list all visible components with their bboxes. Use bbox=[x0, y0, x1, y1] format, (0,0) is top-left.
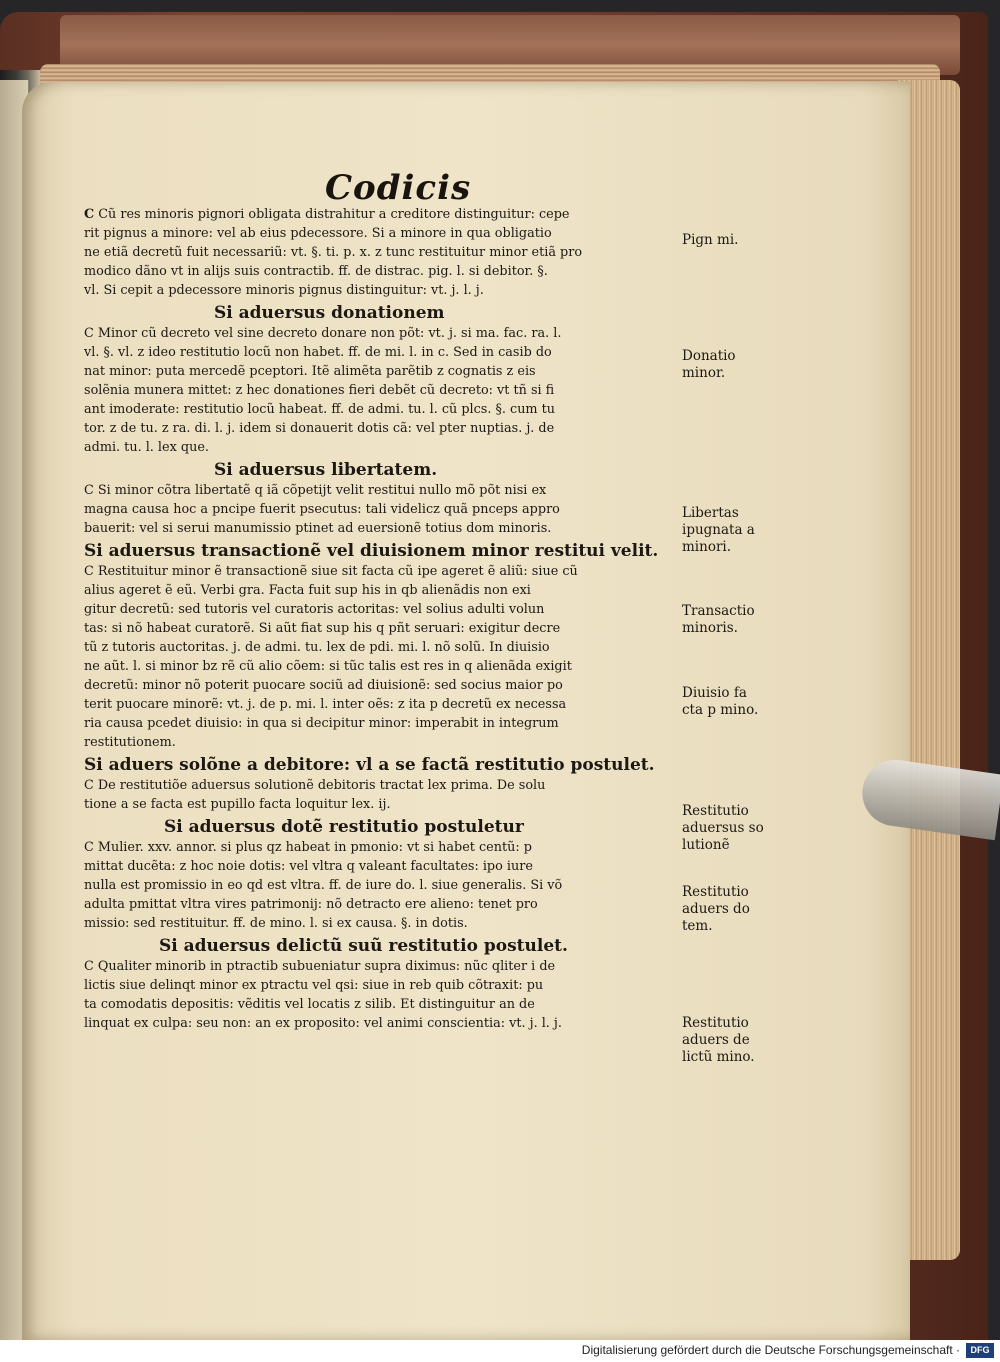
margin-note-line: tem. bbox=[682, 918, 713, 934]
section-heading: Si aduersus donationem bbox=[214, 303, 445, 323]
text-line: tor. z de tu. z ra. di. l. j. idem si donauerit dotis cã: vel pter nuptias. j. de bbox=[84, 421, 555, 436]
text-line: ta comodatis depositis: vẽditis vel locatis z silib. Et distinguitur an de bbox=[84, 997, 535, 1012]
section-paragraph bbox=[84, 957, 686, 1033]
section-paragraph bbox=[84, 562, 686, 752]
text-line: ria causa pcedet diuisio: in qua si decipitur minor: imperabit in integrum bbox=[84, 716, 559, 731]
text-line: decretũ: minor nõ poterit puocare sociũ ad diuisionẽ: sed socius maior po bbox=[84, 678, 563, 693]
margin-note-line: Donatio bbox=[682, 348, 736, 364]
margin-note-line: aduers de bbox=[682, 1032, 750, 1048]
text-line: modico dãno vt in alijs suis contractib. ff. de distrac. pig. l. si debitor. §. bbox=[84, 264, 548, 279]
margin-note-line: Transactio bbox=[682, 603, 755, 619]
margin-note-line: aduers do bbox=[682, 901, 750, 917]
text-line: vl. §. vl. z ideo restitutio locũ non habet. ff. de mi. l. in c. Sed in casib do bbox=[84, 345, 552, 360]
text-line: rit pignus a minore: vel ab eius pdecessore. Si a minore in qua obligatio bbox=[84, 226, 552, 241]
section-paragraph bbox=[84, 481, 686, 538]
section-paragraph bbox=[84, 776, 686, 814]
text-line: lictis siue delinqt minor ex ptractu vel qsi: siue in reb quib cõtraxit: pu bbox=[84, 978, 544, 993]
text-line: nulla est promissio in eo qd est vltra. ff. de iure do. l. siue generalis. Si võ bbox=[84, 878, 563, 893]
margin-note-line: Restitutio bbox=[682, 884, 749, 900]
section-heading: Si aduersus dotẽ restitutio postuletur bbox=[164, 817, 524, 837]
text-line: adulta pmittat vltra vires patrimonij: nõ detracto ere alieno: tenet pro bbox=[84, 897, 538, 912]
section-heading: Si aduersus delictũ suũ restitutio postulet. bbox=[159, 936, 568, 956]
dfg-logo: DFG bbox=[966, 1343, 994, 1358]
margin-note bbox=[682, 685, 792, 719]
text-line: tũ z tutoris auctoritas. j. de admi. tu. lex de pdi. mi. l. nõ solũ. In diuisio bbox=[84, 640, 550, 655]
margin-note-line: lictũ mino. bbox=[682, 1049, 755, 1065]
text-line: C De restitutiõe aduersus solutionẽ debitoris tractat lex prima. De solu bbox=[84, 778, 546, 793]
text-line: alius ageret ẽ eũ. Verbi gra. Facta fuit sup his in qb alienãdis non exi bbox=[84, 583, 531, 598]
section-heading: Si aduersus transactionẽ vel diuisionem minor restitui velit. bbox=[84, 541, 659, 561]
text-line: mittat ducẽta: z hoc noie dotis: vel vltra q valeant facultates: ipo iure bbox=[84, 859, 533, 874]
margin-note bbox=[682, 1015, 792, 1066]
text-line: gitur decretũ: sed tutoris vel curatoris actoritas: vel solius adulti volun bbox=[84, 602, 545, 617]
margin-note-line: minori. bbox=[682, 539, 732, 555]
section-heading: Si aduersus libertatem. bbox=[214, 460, 438, 480]
margin-note bbox=[682, 803, 792, 854]
section-paragraph bbox=[84, 205, 686, 300]
margin-note-line: aduersus so bbox=[682, 820, 764, 836]
text-line: ne etiã decretũ fuit necessariũ: vt. §. ti. p. x. z tunc restituitur minor etiã pro bbox=[84, 245, 583, 260]
text-line: bauerit: vel si serui manumissio ptinet ad euersionẽ totius dom minoris. bbox=[84, 521, 552, 536]
text-line: terit puocare minorẽ: vt. j. de p. mi. l. inter oẽs: z ita p decretũ ex necessa bbox=[84, 697, 567, 712]
text-line: ant imoderate: restitutio locũ habeat. ff. de admi. tu. l. cũ plcs. §. cum tu bbox=[84, 402, 556, 417]
margin-note bbox=[682, 505, 792, 556]
text-line: linquat ex culpa: seu non: an ex proposito: vel animi conscientia: vt. j. l. j. bbox=[84, 1016, 562, 1031]
margin-note-line: minoris. bbox=[682, 620, 738, 636]
margin-note-line: Pign mi. bbox=[682, 232, 739, 248]
text-line: vl. Si cepit a pdecessore minoris pignus distinguitur: vt. j. l. j. bbox=[84, 283, 484, 298]
footer-bar bbox=[0, 1340, 1000, 1362]
margin-note bbox=[682, 884, 792, 935]
margin-note-line: Libertas bbox=[682, 505, 739, 521]
margin-note-line: minor. bbox=[682, 365, 726, 381]
text-line: C Si minor cõtra libertatẽ q iã cõpetijt velit restitui nullo mõ põt nisi ex bbox=[84, 483, 547, 498]
margin-note bbox=[682, 603, 792, 637]
text-line: nat minor: puta mercedẽ pceptori. Itẽ alimẽta parẽtib z cognatis z eis bbox=[84, 364, 536, 379]
body-text bbox=[84, 205, 686, 1033]
footer-credit: Digitalisierung gefördert durch die Deutsche Forschungsgemeinschaft · bbox=[581, 1343, 960, 1357]
text-line: C Restituitur minor ẽ transactionẽ siue sit facta cũ ipe ageret ẽ aliũ: siue cũ bbox=[84, 564, 578, 579]
margin-note-line: Restitutio bbox=[682, 803, 749, 819]
margin-note bbox=[682, 348, 792, 382]
margin-note-line: Restitutio bbox=[682, 1015, 749, 1031]
section-paragraph bbox=[84, 838, 686, 933]
text-line: tas: si nõ habeat curatorẽ. Si aũt fiat sup his q pñt seruari: exigitur decre bbox=[84, 621, 561, 636]
text-line: solẽnia munera mittet: z hec donationes fieri debẽt cũ decreto: vt tñ si fi bbox=[84, 383, 555, 398]
margin-note bbox=[682, 232, 792, 249]
margin-note-line: ipugnata a bbox=[682, 522, 755, 538]
text-line: restitutionem. bbox=[84, 735, 176, 750]
text-line: C Cũ res minoris pignori obligata distrahitur a creditore distinguitur: cepe bbox=[84, 207, 570, 222]
section-paragraph bbox=[84, 324, 686, 457]
text-line: C Mulier. xxv. annor. si plus qz habeat in pmonio: vt si habet centũ: p bbox=[84, 840, 532, 855]
running-head: Codicis bbox=[325, 168, 472, 208]
text-line: C Qualiter minorib in ptractib subueniatur supra diximus: nũc qliter i de bbox=[84, 959, 556, 974]
text-line: admi. tu. l. lex que. bbox=[84, 440, 209, 455]
margin-note-line: lutionẽ bbox=[682, 837, 730, 853]
margin-note-line: cta p mino. bbox=[682, 702, 759, 718]
text-line: missio: sed restituitur. ff. de mino. l. si ex causa. §. in dotis. bbox=[84, 916, 468, 931]
text-line: C Minor cũ decreto vel sine decreto donare non põt: vt. j. si ma. fac. ra. l. bbox=[84, 326, 562, 341]
text-line: ne aũt. l. si minor bz rẽ cũ alio cõem: si tũc talis est res in q alienãda exigit bbox=[84, 659, 572, 674]
text-line: tione a se facta est pupillo facta loquitur lex. ij. bbox=[84, 797, 391, 812]
text-line: magna causa hoc a pncipe fuerit psecutus: tali videlicz quã pnceps appro bbox=[84, 502, 560, 517]
margin-note-line: Diuisio fa bbox=[682, 685, 747, 701]
section-heading: Si aduers solõne a debitore: vl a se factã restitutio postulet. bbox=[84, 755, 655, 775]
